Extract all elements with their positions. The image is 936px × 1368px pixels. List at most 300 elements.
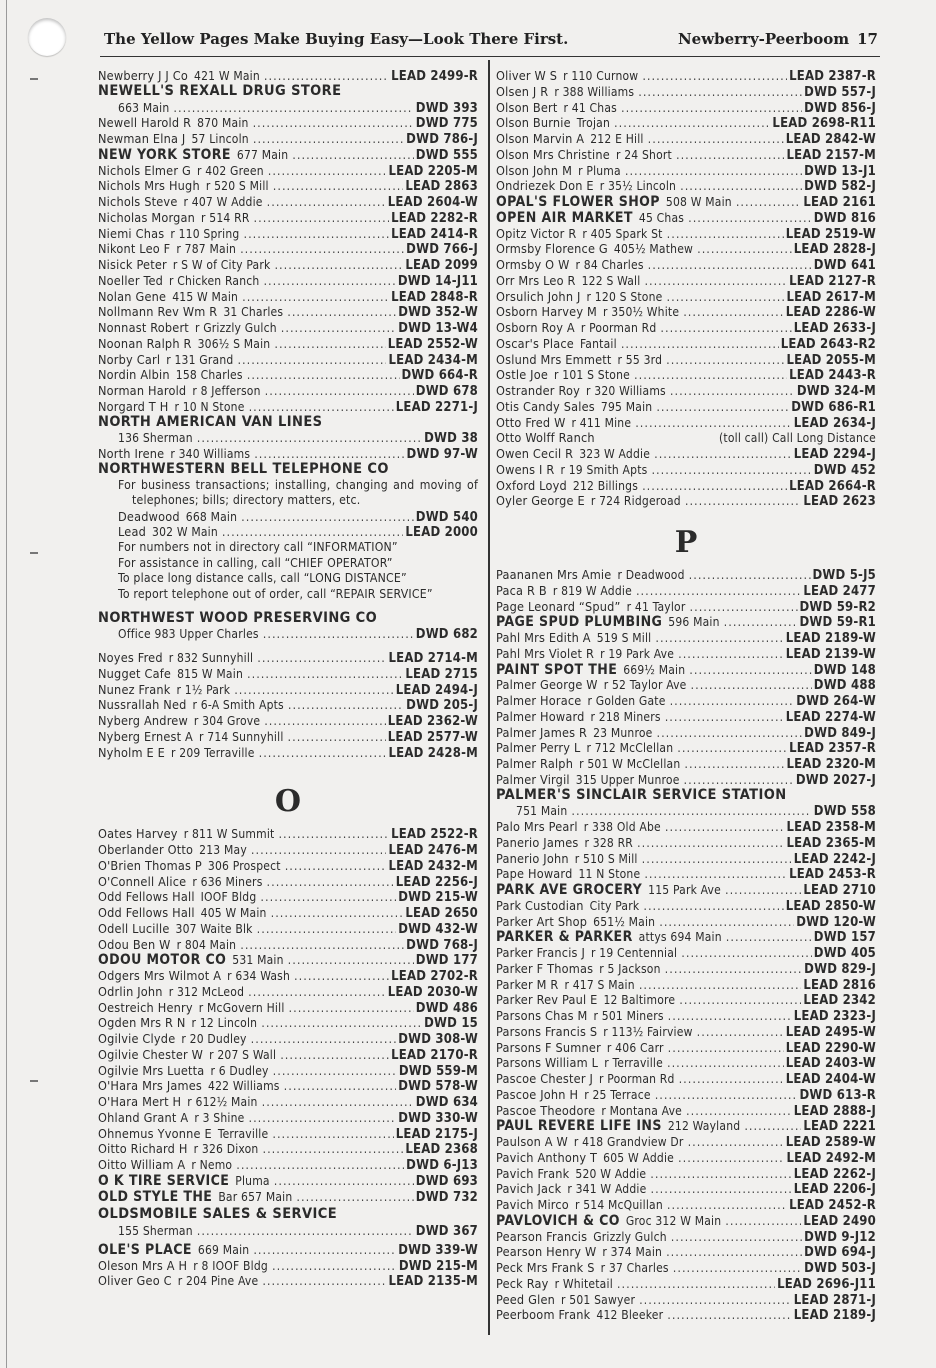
spacer — [496, 509, 876, 519]
dot-leader — [686, 1103, 792, 1119]
listing-row — [98, 147, 478, 163]
listing-row — [496, 725, 876, 741]
phone-number: DWD 613-R — [799, 1087, 876, 1103]
dot-leader — [665, 819, 785, 835]
listing-address: r 341 W Addie — [567, 1182, 647, 1197]
listing-name: Parker F Thomas — [496, 960, 594, 976]
listing-address: 519 S Mill — [596, 631, 652, 645]
listing-name: Deadwood — [118, 508, 180, 524]
listing-row — [496, 178, 876, 194]
listing-row — [98, 921, 478, 937]
listing-row — [98, 745, 478, 761]
dot-leader — [278, 826, 389, 842]
phone-number: DWD 330-W — [398, 1110, 478, 1126]
dot-leader — [197, 430, 422, 446]
listing-row — [496, 961, 876, 977]
listing-row — [98, 626, 478, 642]
listing-row — [496, 493, 876, 509]
listing-address: Grizzly Gulch — [593, 1229, 667, 1244]
listing-row — [496, 84, 876, 100]
dot-leader — [617, 1276, 775, 1292]
dot-leader — [285, 858, 387, 874]
phone-number: DWD 634 — [415, 1095, 478, 1110]
listing-row — [98, 210, 478, 226]
phone-number: LEAD 2274-W — [785, 709, 876, 725]
listing-address: 11 N Stone — [578, 867, 641, 882]
margin-mark — [30, 1080, 38, 1082]
phone-number: LEAD 2499-R — [391, 69, 478, 84]
phone-number: LEAD 2522-R — [391, 827, 478, 843]
dot-leader — [665, 709, 784, 725]
listing-row — [98, 1258, 478, 1274]
listing-row — [496, 383, 876, 399]
phone-number: DWD 486 — [415, 1000, 478, 1016]
phone-number: DWD 352-W — [398, 305, 478, 320]
phone-number: LEAD 2403-W — [785, 1056, 876, 1071]
listing-row — [496, 851, 876, 867]
listing-name: Nunez Frank — [98, 681, 171, 697]
phone-number: DWD 856-J — [804, 100, 876, 116]
phone-number: LEAD 2577-W — [387, 729, 478, 745]
listing-name: Olson John M — [496, 162, 573, 178]
listing-address: r 714 Sunnyhill — [199, 729, 284, 744]
listing-row — [98, 352, 478, 368]
listing-row — [98, 1242, 478, 1258]
listing-name: Otto Fred W — [496, 414, 566, 430]
listing-row — [496, 945, 876, 961]
dot-leader — [249, 399, 394, 415]
dot-leader — [668, 1008, 792, 1024]
listing-name: Ondriezek Don E — [496, 178, 594, 194]
dot-leader — [648, 257, 812, 273]
dot-leader — [666, 1244, 802, 1260]
listing-row — [496, 567, 876, 583]
listing-row — [98, 1031, 478, 1047]
listing-address: r 52 Taylor Ave — [603, 678, 687, 693]
listing-name: Oscar's Place — [496, 335, 574, 351]
listing-name: Nonnast Robert — [98, 320, 189, 335]
phone-number: LEAD 2157-M — [786, 147, 876, 163]
phone-number: DWD 157 — [813, 930, 876, 945]
listing-address: r 811 W Summit — [183, 827, 275, 842]
dot-leader — [243, 226, 389, 242]
listing-row — [98, 842, 478, 858]
listing-address: 421 W Main — [194, 69, 260, 83]
dot-leader — [267, 194, 386, 210]
listing-name: O'Hara Mert H — [98, 1094, 182, 1110]
listing-name: Osborn Roy A — [496, 320, 575, 335]
listing-row — [98, 509, 478, 525]
listing-name: North Irene — [98, 446, 165, 461]
phone-number: LEAD 2643-R2 — [780, 336, 876, 352]
phone-number: LEAD 2476-M — [388, 843, 478, 858]
listing-address: r 6 Dudley — [210, 1063, 269, 1078]
listing-row — [496, 599, 876, 615]
bell-note: For assistance in calling, call “CHIEF OPERATOR” — [118, 555, 393, 570]
phone-number: LEAD 2432-M — [388, 858, 478, 874]
listing-address: 870 Main — [197, 116, 249, 131]
dot-leader — [262, 1141, 403, 1157]
phone-number: DWD 59-R2 — [799, 599, 876, 615]
phone-number: LEAD 2323-J — [793, 1009, 876, 1024]
listing-address: r 338 Old Abe — [583, 820, 661, 834]
listing-name: Peck Mrs Frank S — [496, 1260, 595, 1275]
dot-leader — [247, 666, 403, 682]
listing-row — [98, 524, 478, 540]
dot-leader — [637, 835, 784, 851]
listing-row — [98, 952, 478, 968]
listing-note: (toll call) Call Long Distance — [719, 431, 876, 446]
listing-name: Nichols Elmer G — [98, 162, 191, 178]
phone-number: DWD 13-J1 — [804, 163, 876, 179]
listing-row — [496, 131, 876, 147]
listing-row — [98, 68, 478, 84]
dot-leader — [725, 1213, 801, 1229]
listing-name: Parker Art Shop — [496, 913, 588, 929]
listing-row — [496, 147, 876, 163]
left-column — [98, 68, 478, 1289]
phone-number: LEAD 2696-J11 — [777, 1276, 876, 1292]
dot-leader — [251, 1031, 397, 1047]
dot-leader — [248, 1110, 396, 1126]
listing-address: r 612½ Main — [187, 1095, 258, 1110]
listing-address: r 12 Lincoln — [191, 1016, 258, 1031]
dot-leader — [272, 1126, 393, 1142]
margin-mark — [30, 78, 38, 80]
listing-name: Odd Fellows Hall — [98, 905, 195, 921]
dot-leader — [673, 1260, 802, 1276]
dot-leader — [247, 367, 400, 383]
listing-row — [496, 1118, 876, 1134]
listing-row — [98, 682, 478, 698]
listing-row — [496, 866, 876, 882]
dot-leader — [571, 803, 811, 819]
listing-row — [496, 1276, 876, 1292]
phone-number: DWD 13-W4 — [398, 321, 478, 336]
dot-leader — [288, 952, 414, 968]
dot-leader — [651, 462, 811, 478]
dot-leader — [236, 1157, 404, 1173]
phone-number: DWD 849-J — [804, 725, 876, 741]
listing-row — [496, 115, 876, 131]
phone-number: LEAD 2387-R — [789, 69, 876, 84]
listing-address: r 832 Sunnyhill — [168, 651, 254, 666]
listing-row — [496, 399, 876, 415]
listing-name: Odell Lucille — [98, 920, 170, 936]
listing-address: Groc 312 W Main — [625, 1213, 722, 1228]
listing-address: Terraville — [217, 1126, 269, 1141]
listing-address: r 3 Shine — [194, 1110, 245, 1125]
listing-name: Pavich Frank — [496, 1165, 570, 1181]
phone-number: LEAD 2452-R — [789, 1198, 876, 1213]
listing-name: Olson Bert — [496, 99, 558, 115]
listing-address: 306 Prospect — [207, 858, 281, 873]
listing-name: Ogilvie Clyde — [98, 1031, 176, 1047]
business-name: OLD STYLE THE — [98, 1188, 213, 1205]
dot-leader — [655, 630, 783, 646]
listing-address: r 19 Centennial — [591, 946, 678, 960]
listing-row — [496, 977, 876, 993]
listing-address: 422 Williams — [208, 1079, 280, 1094]
listing-row — [496, 1307, 876, 1323]
listing-name: Norman Harold — [98, 383, 187, 398]
page-header — [104, 30, 878, 52]
business-heading — [98, 84, 478, 100]
listing-address: r 636 Miners — [192, 874, 263, 889]
phone-number: DWD 148 — [813, 662, 876, 678]
dot-leader — [639, 977, 802, 993]
phone-number: LEAD 2206-J — [793, 1182, 876, 1197]
listing-address: r Pluma — [578, 163, 621, 178]
listing-address: 677 Main — [236, 147, 289, 162]
phone-number: LEAD 2205-M — [388, 163, 478, 179]
phone-number: LEAD 2650 — [405, 906, 478, 921]
listing-row — [496, 1229, 876, 1245]
dot-leader — [234, 682, 394, 698]
listing-name: O'Connell Alice — [98, 873, 187, 889]
listing-name: Palmer Howard — [496, 708, 585, 724]
listing-address: r 411 Mine — [571, 415, 632, 430]
listing-address: r 326 Dixon — [193, 1142, 259, 1157]
phone-number: DWD 766-J — [406, 242, 478, 257]
listing-address: r 19 Park Ave — [600, 646, 675, 661]
listing-address: r 405 Spark St — [582, 226, 663, 241]
dot-leader — [296, 1189, 413, 1205]
header-rule — [100, 56, 880, 57]
listing-address: r Nemo — [191, 1158, 233, 1173]
phone-number: DWD 97-W — [406, 447, 478, 462]
phone-number: LEAD 2698-R11 — [772, 116, 876, 131]
listing-address: r 402 Green — [196, 163, 264, 178]
dot-leader — [284, 1078, 397, 1094]
dot-leader — [654, 446, 792, 462]
phone-number: DWD 308-W — [398, 1032, 478, 1047]
listing-name: Oates Harvey — [98, 826, 178, 842]
listing-address: City Park — [589, 898, 640, 913]
dot-leader — [668, 1040, 784, 1056]
dot-leader — [634, 367, 787, 383]
phone-number: DWD 582-J — [804, 179, 876, 194]
phone-number: LEAD 2453-R — [789, 867, 876, 882]
listing-address: r 19 Smith Apts — [560, 462, 648, 477]
listing-row — [98, 1015, 478, 1031]
dot-leader — [273, 1063, 397, 1079]
listing-address: r 84 Charles — [575, 258, 644, 272]
listing-name: Paca R B — [496, 582, 547, 598]
listing-row — [98, 430, 478, 446]
phone-number: LEAD 2135-M — [388, 1274, 478, 1290]
dot-leader — [680, 178, 802, 194]
phone-number: LEAD 2342 — [803, 993, 876, 1008]
phone-number: DWD 775 — [415, 116, 478, 131]
listing-name: Ohnemus Yvonne E — [98, 1125, 212, 1141]
phone-number: LEAD 2617-M — [786, 289, 876, 305]
listing-name: Nordin Albin — [98, 367, 170, 383]
phone-number: LEAD 2357-R — [789, 741, 876, 756]
phone-number: LEAD 2030-W — [387, 984, 478, 1000]
listing-address: 306½ S Main — [197, 336, 271, 351]
listing-row — [98, 446, 478, 462]
dot-leader — [272, 1258, 397, 1274]
listing-address: r 514 RR — [201, 210, 250, 225]
phone-number: LEAD 2221 — [803, 1119, 876, 1134]
listing-address: 307 Waite Blk — [175, 921, 253, 936]
listing-name: Pascoe Chester J — [496, 1071, 594, 1086]
phone-number: LEAD 2365-M — [786, 835, 876, 851]
phone-number: LEAD 2320-M — [786, 757, 876, 772]
dot-leader — [274, 1173, 414, 1189]
dot-leader — [736, 194, 802, 210]
listing-address: r Golden Gate — [587, 694, 666, 708]
listing-address: 302 W Main — [152, 525, 218, 540]
listing-row — [98, 905, 478, 921]
listing-address: r 724 Ridgeroad — [590, 494, 681, 509]
phone-number: DWD 786-J — [406, 132, 478, 147]
listing-name: Parsons Chas M — [496, 1008, 588, 1023]
phone-number: DWD 15 — [424, 1016, 478, 1032]
listing-name: Oslund Mrs Emmett — [496, 351, 612, 367]
listing-address: r 209 Terraville — [171, 745, 255, 760]
phone-number: DWD 2027-J — [795, 772, 876, 788]
listing-name: Newman Elna J — [98, 131, 186, 146]
dot-leader — [665, 961, 803, 977]
dot-leader — [678, 646, 784, 662]
dot-leader — [240, 241, 404, 257]
listing-row — [496, 1024, 876, 1040]
dot-leader — [625, 163, 802, 179]
listing-address: 531 Main — [232, 953, 284, 968]
dot-leader — [197, 1223, 414, 1239]
listing-row — [98, 937, 478, 953]
dot-leader — [667, 1197, 787, 1213]
listing-row — [496, 677, 876, 693]
right-column — [496, 68, 876, 1323]
listing-name: Palmer Ralph — [496, 756, 574, 771]
phone-number: LEAD 2710 — [803, 883, 876, 898]
listing-address: r 804 Main — [176, 937, 237, 952]
dot-leader — [265, 383, 414, 399]
phone-number: DWD 557-J — [804, 84, 876, 100]
dot-leader — [621, 100, 802, 116]
listing-row — [98, 666, 478, 682]
dot-leader — [287, 304, 396, 320]
listing-address: 651½ Main — [593, 914, 656, 929]
phone-number: LEAD 2139-W — [785, 646, 876, 662]
listing-name: Newberry J J Co — [98, 68, 188, 83]
listing-name: Pavich Anthony T — [496, 1149, 598, 1165]
dot-leader — [257, 921, 397, 937]
phone-number: LEAD 2271-J — [395, 399, 478, 415]
dot-leader — [253, 1242, 396, 1258]
listing-address: r Chicken Ranch — [169, 273, 260, 288]
dot-leader — [294, 968, 389, 984]
listing-name: Nicholas Morgan — [98, 209, 196, 225]
listing-address: 520 W Addie — [575, 1166, 647, 1181]
listing-name: Nikont Leo F — [98, 241, 171, 257]
phone-number: DWD 558 — [813, 804, 876, 819]
listing-row — [496, 882, 876, 898]
dot-leader — [697, 1024, 784, 1040]
listing-address: IOOF Bldg — [200, 890, 257, 905]
business-name: PAUL REVERE LIFE INS — [496, 1118, 662, 1134]
listing-row — [496, 1040, 876, 1056]
dot-leader — [288, 697, 404, 713]
listing-name: Pavich Mirco — [496, 1197, 569, 1212]
dot-leader — [670, 383, 795, 399]
listing-name: Ostle Joe — [496, 367, 549, 383]
business-name: O K TIRE SERVICE — [98, 1172, 230, 1189]
phone-number: LEAD 2842-W — [785, 132, 876, 147]
listing-address: r 5 Jackson — [599, 961, 661, 976]
listing-address: r 501 Miners — [593, 1009, 664, 1023]
listing-address: 412 Bleeker — [596, 1308, 664, 1323]
dot-leader — [679, 992, 801, 1008]
listing-row — [496, 1055, 876, 1071]
listing-address: 136 Sherman — [118, 431, 193, 446]
business-name: PARKER & PARKER — [496, 929, 633, 945]
phone-number: LEAD 2714-M — [388, 651, 478, 666]
listing-address: r S W of City Park — [172, 258, 271, 272]
phone-number: LEAD 2368 — [405, 1142, 478, 1158]
listing-name: Niemi Chas — [98, 225, 165, 241]
listing-row — [496, 662, 876, 678]
dot-leader — [263, 273, 395, 289]
listing-name: Odou Ben W — [98, 936, 171, 952]
phone-number: LEAD 2664-R — [789, 478, 876, 494]
phone-number: LEAD 2404-W — [785, 1072, 876, 1087]
listing-address: r 510 S Mill — [574, 851, 638, 866]
dot-leader — [644, 866, 787, 882]
dot-leader — [254, 446, 404, 462]
phone-number: LEAD 2294-J — [793, 447, 876, 462]
listing-name: Noeller Ted — [98, 272, 164, 288]
phone-number: DWD 14-J11 — [397, 273, 478, 289]
listing-address: r 41 Taylor — [626, 599, 686, 614]
spacer — [98, 603, 478, 611]
listing-row — [98, 241, 478, 257]
listing-name: Olsen J R — [496, 83, 549, 99]
phone-number: LEAD 2443-R — [789, 368, 876, 383]
listing-name: Pearson Henry W — [496, 1244, 597, 1260]
listing-row — [98, 100, 478, 116]
phone-number: DWD 215-M — [398, 1258, 478, 1274]
dot-leader — [253, 131, 404, 147]
listing-row — [496, 803, 876, 819]
listing-row — [496, 210, 876, 226]
listing-row — [98, 1189, 478, 1205]
listing-address: 668 Main — [185, 509, 238, 524]
dot-leader — [642, 68, 787, 84]
dot-leader — [271, 905, 404, 921]
phone-number: LEAD 2633-J — [793, 321, 876, 336]
listing-name: Noyes Fred — [98, 650, 163, 666]
listing-row — [98, 257, 478, 273]
dot-leader — [666, 352, 784, 368]
listing-row — [98, 289, 478, 305]
listing-address: r 634 Wash — [227, 969, 291, 984]
dot-leader — [685, 493, 802, 509]
listing-name: O'Brien Thomas P — [98, 857, 202, 873]
listing-name: Paananen Mrs Amie — [496, 567, 612, 582]
dot-leader — [667, 1055, 784, 1071]
page-number: 17 — [857, 30, 878, 48]
dot-leader — [643, 898, 783, 914]
listing-address: 212 Wayland — [667, 1119, 741, 1134]
listing-address: r 8 Jefferson — [192, 384, 261, 398]
dot-leader — [642, 478, 787, 494]
dot-leader — [644, 273, 787, 289]
listing-row — [496, 68, 876, 84]
